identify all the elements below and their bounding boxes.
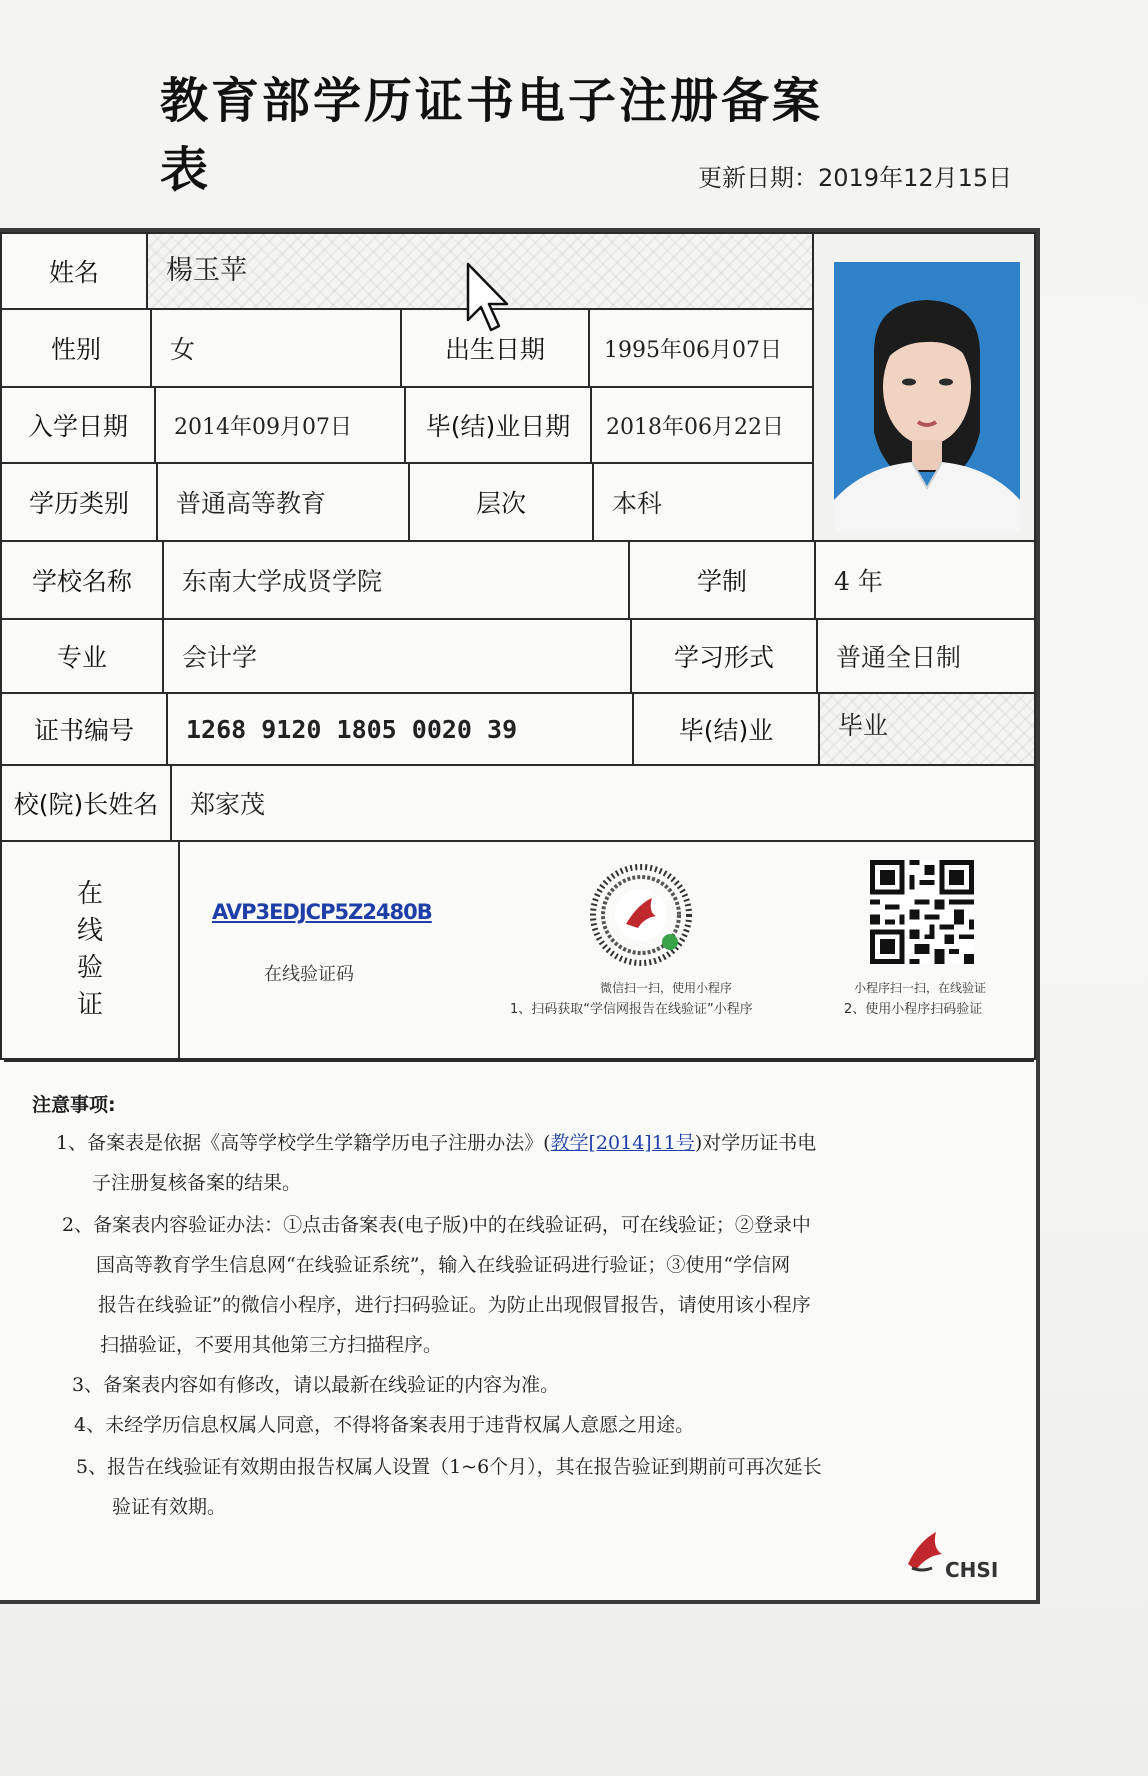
notes-title: 注意事项: [32, 1094, 116, 1116]
note-1-line-1 [56, 1128, 816, 1155]
chsi-logo-text: CHSI [945, 1558, 999, 1582]
enroll-label: 入学日期 [0, 386, 156, 464]
photo-cell [812, 232, 1036, 542]
grad-date-label: 毕(结)业日期 [404, 386, 592, 464]
major-value: 会计学 [162, 618, 632, 694]
duration-value: 4 年 [814, 540, 1036, 620]
duration-label: 学制 [628, 540, 816, 620]
note-1-text-b: )对学历证书电 [694, 1132, 817, 1154]
level-label: 层次 [408, 462, 594, 542]
mini-program-tip: 小程序扫一扫，在线验证 [854, 981, 987, 995]
enroll-value: 2014年09月07日 [154, 386, 406, 464]
birth-value: 1995年06月07日 [588, 308, 814, 388]
category-label: 学历类别 [0, 462, 158, 542]
cert-number: 1268 9120 1805 0020 39 [166, 692, 634, 766]
qr-code-icon[interactable] [870, 860, 974, 964]
form-label: 学习形式 [630, 618, 818, 694]
note-2-line-3: 报告在线验证”的微信小程序，进行扫码验证。为防止出现假冒报告，请使用该小程序 [98, 1294, 811, 1316]
wechat-tip: 微信扫一扫，使用小程序 [600, 981, 733, 995]
birth-label: 出生日期 [400, 308, 590, 388]
form-value: 普通全日制 [816, 618, 1036, 694]
verify-char-1: 在 [76, 879, 103, 909]
online-verify-label [0, 840, 180, 1060]
name-value: 楊玉苹 [146, 232, 814, 310]
school-value: 东南大学成贤学院 [162, 540, 630, 620]
mouse-cursor-icon [466, 262, 512, 334]
note-5-line-2: 验证有效期。 [112, 1496, 227, 1518]
verify-char-2: 线 [76, 916, 103, 946]
category-value: 普通高等教育 [156, 462, 410, 542]
major-label: 专业 [0, 618, 164, 694]
step-one: 1、扫码获取“学信网报告在线验证”小程序 [510, 1002, 753, 1017]
note-1-line-2: 子注册复核备案的结果。 [92, 1172, 302, 1194]
notes-section [4, 1060, 1034, 1600]
gender-label: 性别 [0, 308, 152, 388]
page-title: 教育部学历证书电子注册备案表 [160, 73, 824, 198]
verify-code-link[interactable]: AVP3EDJCP5Z2480B [212, 900, 432, 924]
regulation-link[interactable]: 教学[2014]11号 [550, 1132, 695, 1154]
note-5-line-1: 5、报告在线验证有效期由报告权属人设置（1~6个月），其在报告验证到期前可再次延长 [76, 1456, 822, 1478]
note-2-line-1: 2、备案表内容验证办法：①点击备案表(电子版)中的在线验证码，可在线验证；②登录中 [62, 1214, 811, 1236]
update-date: 更新日期：2019年12月15日 [698, 164, 1013, 192]
verify-char-3: 验 [76, 953, 103, 983]
verify-area [180, 840, 1036, 1060]
president-value: 郑家茂 [170, 764, 1036, 842]
grad-label: 毕(结)业 [632, 692, 820, 766]
id-photo [834, 262, 1020, 532]
verify-code-caption: 在线验证码 [264, 964, 354, 985]
mini-program-code-icon[interactable] [590, 864, 692, 966]
level-value: 本科 [592, 462, 814, 542]
note-2-line-4: 扫描验证，不要用其他第三方扫描程序。 [100, 1334, 443, 1356]
school-label: 学校名称 [0, 540, 164, 620]
chsi-logo-icon [902, 1524, 948, 1578]
note-3: 3、备案表内容如有修改，请以最新在线验证的内容为准。 [72, 1374, 560, 1396]
verify-char-4: 证 [76, 990, 103, 1020]
gender-value: 女 [150, 308, 402, 388]
step-two: 2、使用小程序扫码验证 [844, 1002, 983, 1017]
cert-label: 证书编号 [0, 692, 168, 766]
note-1-text-a: 1、备案表是依据《高等学校学生学籍学历电子注册办法》( [56, 1132, 551, 1154]
note-2-line-2: 国高等教育学生信息网“在线验证系统”，输入在线验证码进行验证；③使用“学信网 [96, 1254, 791, 1276]
president-label: 校(院)长姓名 [0, 764, 172, 842]
note-4: 4、未经学历信息权属人同意，不得将备案表用于违背权属人意愿之用途。 [74, 1414, 695, 1436]
name-label: 姓名 [0, 232, 148, 310]
grad-value: 毕业 [818, 692, 1036, 766]
grad-date-value: 2018年06月22日 [590, 386, 814, 464]
